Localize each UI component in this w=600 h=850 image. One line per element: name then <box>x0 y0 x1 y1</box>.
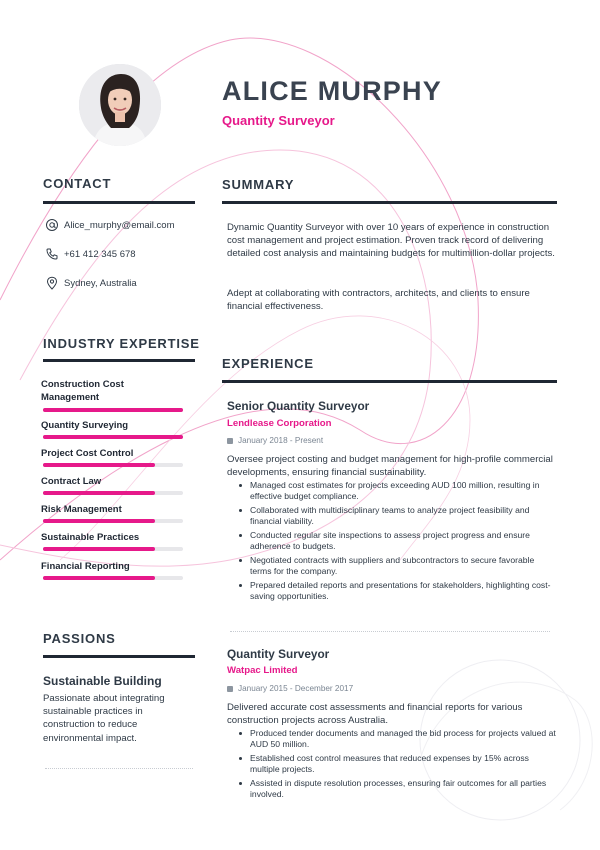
skill-bar <box>43 435 183 439</box>
passion-description: Passionate about integrating sustainable practices in construction to reduce environmental impact. <box>43 693 165 744</box>
contact-phone-text: +61 412 345 678 <box>64 248 136 260</box>
job-description: Oversee project costing and budget management for high-profile commercial developments, ensuring financial sustainability. <box>227 454 553 478</box>
summary-paragraph: Adept at collaborating with contractors, architects, and clients to ensure financial effectiveness. <box>227 288 530 313</box>
job-description: Delivered accurate cost assessments and financial reports for various construction projects across Australia. <box>227 702 523 726</box>
profile-photo <box>79 64 161 146</box>
job-dates-text: January 2018 - Present <box>238 436 324 445</box>
job-company: Lendlease Corporation <box>227 418 332 429</box>
contact-email-text: Alice_murphy@email.com <box>64 219 175 231</box>
job-bullet: Established cost control measures that reduced expenses by 15% across multiple projects. <box>236 753 556 775</box>
experience-rule <box>222 380 557 383</box>
summary-heading: SUMMARY <box>222 177 295 192</box>
skill-bar <box>43 576 183 580</box>
skill-bar <box>43 408 183 412</box>
job-company: Watpac Limited <box>227 665 298 676</box>
skill-item <box>41 531 183 544</box>
skill-item <box>41 503 183 516</box>
summary-rule <box>222 201 557 204</box>
skill-item <box>41 419 183 432</box>
skill-label: Contract Law <box>41 476 102 487</box>
skill-item <box>41 475 183 488</box>
skill-level-fill <box>43 435 183 439</box>
job-dates <box>227 436 323 445</box>
skill-level-fill <box>43 463 155 467</box>
skill-level-fill <box>43 408 183 412</box>
contact-rule <box>43 201 195 204</box>
location-icon <box>45 276 59 290</box>
experience-divider <box>230 631 550 632</box>
experience-heading: EXPERIENCE <box>222 356 314 371</box>
skill-bar <box>43 547 183 551</box>
skill-label: Quantity Surveying <box>41 420 129 431</box>
job-bullet: Conducted regular site inspections to assess project progress and ensure adherence to budgets. <box>236 530 556 552</box>
skill-item <box>41 378 183 404</box>
passion-title: Sustainable Building <box>43 674 162 688</box>
skill-bar <box>43 463 183 467</box>
email-icon <box>45 218 59 232</box>
skill-level-fill <box>43 576 155 580</box>
contact-heading: CONTACT <box>43 176 112 191</box>
job-title: Senior Quantity Surveyor <box>227 399 370 413</box>
skill-bar <box>43 519 183 523</box>
contact-phone[interactable] <box>45 247 136 261</box>
expertise-rule <box>43 359 195 362</box>
job-dates-text: January 2015 - December 2017 <box>238 684 354 693</box>
job-bullets <box>236 728 556 803</box>
job-bullet: Managed cost estimates for projects exceeding AUD 100 million, resulting in effective budget compliance. <box>236 480 556 502</box>
skill-label: Risk Management <box>41 504 122 515</box>
skill-level-fill <box>43 491 155 495</box>
passions-heading: PASSIONS <box>43 631 116 646</box>
skill-bar <box>43 491 183 495</box>
calendar-icon <box>227 686 233 692</box>
skill-label: Financial Reporting <box>41 561 130 572</box>
calendar-icon <box>227 438 233 444</box>
candidate-role: Quantity Surveyor <box>222 113 335 128</box>
passions-divider <box>45 768 193 769</box>
contact-location-text: Sydney, Australia <box>64 277 137 289</box>
skill-item <box>41 447 183 460</box>
job-bullets <box>236 480 556 605</box>
contact-email[interactable] <box>45 218 174 232</box>
passions-rule <box>43 655 195 658</box>
skill-label: Construction Cost Management <box>41 379 124 403</box>
skill-level-fill <box>43 519 155 523</box>
phone-icon <box>45 247 59 261</box>
skill-level-fill <box>43 547 155 551</box>
summary-paragraph: Dynamic Quantity Surveyor with over 10 years of experience in construction cost management and project estimation. Proven track record of delivering detailed cost analysis and maintaining budgets for multimillion-dollar projects. <box>227 222 555 260</box>
job-bullet: Negotiated contracts with suppliers and subcontractors to secure favorable terms for the company. <box>236 555 556 577</box>
job-dates <box>227 684 353 693</box>
job-bullet: Collaborated with multidisciplinary teams to analyze project feasibility and financial viability. <box>236 505 556 527</box>
job-bullet: Assisted in dispute resolution processes, ensuring fair outcomes for all parties involved. <box>236 778 556 800</box>
job-bullet: Prepared detailed reports and presentations for stakeholders, highlighting cost-saving opportunities. <box>236 580 556 602</box>
skill-label: Project Cost Control <box>41 448 134 459</box>
job-bullet: Produced tender documents and managed the bid process for projects valued at AUD 50 million. <box>236 728 556 750</box>
candidate-name: ALICE MURPHY <box>222 76 442 106</box>
skill-label: Sustainable Practices <box>41 532 140 543</box>
job-title: Quantity Surveyor <box>227 647 330 661</box>
expertise-heading: INDUSTRY EXPERTISE <box>43 336 200 351</box>
contact-location <box>45 276 137 290</box>
skill-item <box>41 560 183 573</box>
